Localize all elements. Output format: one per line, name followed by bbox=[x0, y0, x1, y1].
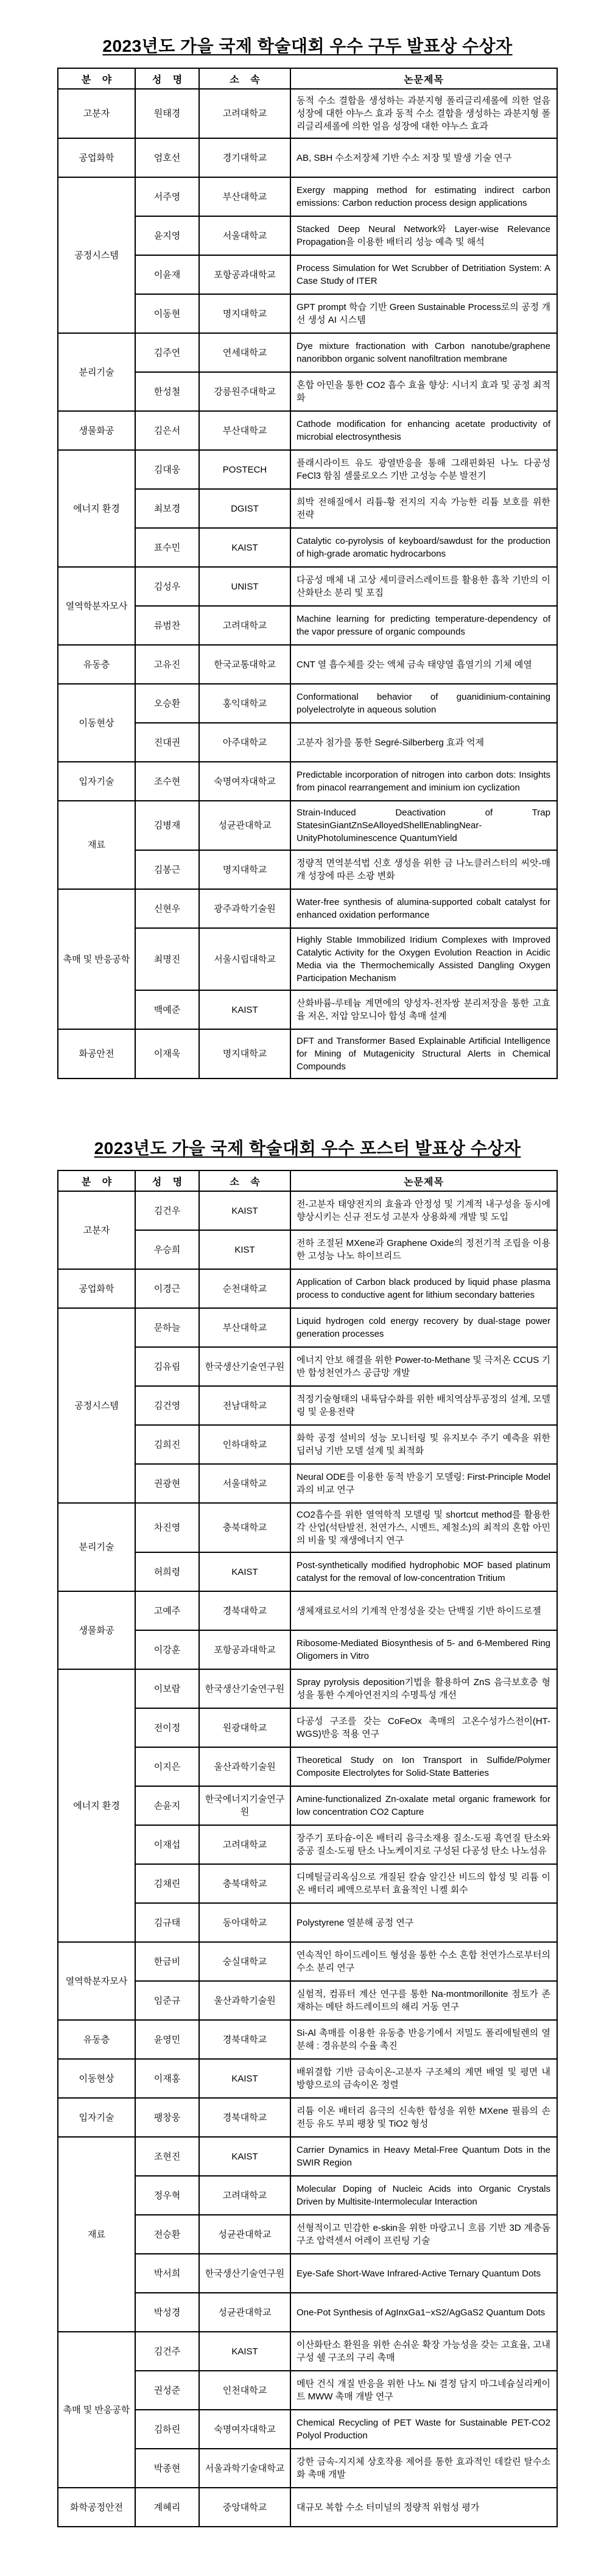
affiliation-cell: 고려대학교 bbox=[199, 89, 290, 138]
table-row bbox=[58, 2488, 557, 2527]
paper-title-cell: 플래시라이트 유도 광열반응을 통해 그래핀화된 나노 다공성 FeCl3 함침 셀룰로오스 기반 고성능 수분 발전기 bbox=[290, 450, 557, 489]
paper-title-cell: Eye-Safe Short-Wave Infrared-Active Ternary Quantum Dots bbox=[290, 2254, 557, 2293]
poster-awards-table-body bbox=[58, 1191, 557, 2527]
affiliation-cell: 한국생산기술연구원 bbox=[199, 2254, 290, 2293]
paper-title-cell: 연속적인 하이드레이트 형성을 통한 수소 혼합 천연가스로부터의 수소 분리 연구 bbox=[290, 1942, 557, 1981]
name-cell: 김희진 bbox=[135, 1425, 199, 1464]
name-cell: 허희령 bbox=[135, 1552, 199, 1591]
name-cell: 최보경 bbox=[135, 489, 199, 528]
paper-title-cell: 전하 조절된 MXene과 Graphene Oxide의 정전기적 조립을 이용한 고성능 나노 하이브리드 bbox=[290, 1230, 557, 1269]
field-cell: 화공안전 bbox=[58, 1029, 135, 1079]
paper-title-cell: 대규모 복합 수소 터미널의 정량적 위험성 평가 bbox=[290, 2488, 557, 2527]
field-cell: 분리기술 bbox=[58, 1503, 135, 1591]
affiliation-cell: POSTECH bbox=[199, 450, 290, 489]
affiliation-cell: KAIST bbox=[199, 2332, 290, 2371]
name-cell: 차진영 bbox=[135, 1503, 199, 1552]
field-cell: 생물화공 bbox=[58, 1591, 135, 1669]
table-row bbox=[58, 1942, 557, 1981]
paper-title-cell: Cathode modification for enhancing acetate productivity of microbial electrosynthesis bbox=[290, 411, 557, 450]
paper-title-cell: 리튬 이온 배터리 음극의 신속한 합성을 위한 MXene 필름의 손전등 유도 부피 팽창 및 TiO2 형성 bbox=[290, 2098, 557, 2137]
affiliation-cell: 충북대학교 bbox=[199, 1503, 290, 1552]
name-cell: 백예준 bbox=[135, 990, 199, 1029]
paper-title-cell: Liquid hydrogen cold energy recovery by dual-stage power generation processes bbox=[290, 1308, 557, 1347]
name-cell: 김건우 bbox=[135, 1191, 199, 1230]
field-cell: 입자기술 bbox=[58, 762, 135, 801]
name-cell: 전승환 bbox=[135, 2215, 199, 2254]
field-cell: 재료 bbox=[58, 801, 135, 889]
name-cell: 김건영 bbox=[135, 1386, 199, 1425]
affiliation-cell: 홍익대학교 bbox=[199, 684, 290, 723]
affiliation-cell: 서울과학기술대학교 bbox=[199, 2449, 290, 2488]
affiliation-cell: KAIST bbox=[199, 528, 290, 567]
name-cell: 이재욱 bbox=[135, 1029, 199, 1079]
affiliation-cell: 서울대학교 bbox=[199, 216, 290, 255]
name-cell: 김주연 bbox=[135, 333, 199, 372]
paper-title-cell: 선형적이고 민감한 e-skin을 위한 마랑고니 흐름 기반 3D 계층돔 구조 압력센서 어레이 프린팅 기술 bbox=[290, 2215, 557, 2254]
oral-awards-table-body bbox=[58, 89, 557, 1079]
field-cell: 촉매 및 반응공학 bbox=[58, 2332, 135, 2488]
field-cell: 에너지 환경 bbox=[58, 1669, 135, 1942]
field-cell: 열역학분자모사 bbox=[58, 1942, 135, 2020]
paper-title-cell: 다공성 구조를 갖는 CoFeOx 촉매의 고온수성가스전이(HT-WGS)반응 적용 연구 bbox=[290, 1708, 557, 1747]
affiliation-cell: 포항공과대학교 bbox=[199, 1630, 290, 1669]
paper-title-cell: Neural ODE를 이용한 동적 반응기 모델링: First-Principle Model과의 비교 연구 bbox=[290, 1464, 557, 1503]
affiliation-cell: KAIST bbox=[199, 2137, 290, 2176]
name-cell: 고예주 bbox=[135, 1591, 199, 1630]
paper-title-cell: Carrier Dynamics in Heavy Metal-Free Quantum Dots in the SWIR Region bbox=[290, 2137, 557, 2176]
table-row bbox=[58, 1269, 557, 1308]
name-cell: 이윤재 bbox=[135, 255, 199, 294]
affiliation-cell: 숙명여자대학교 bbox=[199, 762, 290, 801]
affiliation-cell: 한국생산기술연구원 bbox=[199, 1347, 290, 1386]
table-row bbox=[58, 411, 557, 450]
affiliation-cell: 한국교통대학교 bbox=[199, 645, 290, 684]
col-header-name: 성 명 bbox=[135, 1170, 199, 1191]
name-cell: 박성경 bbox=[135, 2293, 199, 2332]
affiliation-cell: KAIST bbox=[199, 1191, 290, 1230]
affiliation-cell: 성균관대학교 bbox=[199, 2215, 290, 2254]
name-cell: 김건주 bbox=[135, 2332, 199, 2371]
table-row bbox=[58, 138, 557, 177]
affiliation-cell: 중앙대학교 bbox=[199, 2488, 290, 2527]
paper-title-cell: 배위결합 기반 금속이온-고분자 구조체의 계면 배열 및 평면 내 방향으로의 금속이온 정렬 bbox=[290, 2059, 557, 2098]
field-cell: 분리기술 bbox=[58, 333, 135, 411]
name-cell: 정우혁 bbox=[135, 2176, 199, 2215]
name-cell: 원태경 bbox=[135, 89, 199, 138]
affiliation-cell: 경북대학교 bbox=[199, 2098, 290, 2137]
table-row bbox=[58, 1669, 557, 1708]
field-cell: 유동층 bbox=[58, 645, 135, 684]
paper-title-cell: 다공성 매체 내 고상 세미클러스레이트를 활용한 흡착 기반의 이산화탄소 분리 및 포집 bbox=[290, 567, 557, 606]
oral-awards-table bbox=[57, 68, 558, 1079]
table-row bbox=[58, 762, 557, 801]
field-cell: 유동층 bbox=[58, 2020, 135, 2059]
paper-title-cell: 동적 수소 결합을 생성하는 과분지형 폴리글리세롤에 의한 얼음 성장에 대한 야누스 효과 동적 수소 결합을 생성하는 과분지형 폴리글리세롤에 의한 얼음 성장에 대한 야누스 효과 bbox=[290, 89, 557, 138]
field-cell: 생물화공 bbox=[58, 411, 135, 450]
name-cell: 김유림 bbox=[135, 1347, 199, 1386]
paper-title-cell: 실험적, 컴퓨터 계산 연구를 통한 Na-montmorillonite 점토가 존재하는 메탄 하드레이트의 해리 거동 연구 bbox=[290, 1981, 557, 2020]
affiliation-cell: KAIST bbox=[199, 1552, 290, 1591]
paper-title-cell: 고분자 첨가를 통한 Segré-Silberberg 효과 억제 bbox=[290, 723, 557, 762]
table-row bbox=[58, 1029, 557, 1079]
col-header-paper-title: 논문제목 bbox=[290, 68, 557, 89]
name-cell: 표수민 bbox=[135, 528, 199, 567]
field-cell: 화학공정안전 bbox=[58, 2488, 135, 2527]
affiliation-cell: 포항공과대학교 bbox=[199, 255, 290, 294]
paper-title-cell: Strain-Induced Deactivation of Trap StatesinGiantZnSeAlloyedShellEnablingNear-UnityPhotoluminescence QuantumYield bbox=[290, 801, 557, 850]
paper-title-cell: GPT prompt 학습 기반 Green Sustainable Process로의 공정 개선 생성 AI 시스템 bbox=[290, 294, 557, 333]
paper-title-cell: Conformational behavior of guanidinium-containing polyelectrolyte in aqueous solution bbox=[290, 684, 557, 723]
paper-title-cell: Polystyrene 열분해 공정 연구 bbox=[290, 1903, 557, 1942]
name-cell: 오승환 bbox=[135, 684, 199, 723]
poster-awards-section bbox=[57, 1135, 558, 2527]
affiliation-cell: 경기대학교 bbox=[199, 138, 290, 177]
table-row bbox=[58, 1308, 557, 1347]
col-header-affiliation: 소 속 bbox=[199, 68, 290, 89]
paper-title-cell: Amine-functionalized Zn-oxalate metal organic framework for low concentration CO2 Capture bbox=[290, 1786, 557, 1825]
paper-title-cell: 디메틸글리옥심으로 개질된 칼슘 알긴산 비드의 합성 및 리튬 이온 배터리 폐액으로부터 효율적인 니켈 회수 bbox=[290, 1864, 557, 1903]
name-cell: 박종현 bbox=[135, 2449, 199, 2488]
affiliation-cell: KAIST bbox=[199, 990, 290, 1029]
table-row bbox=[58, 684, 557, 723]
name-cell: 권광현 bbox=[135, 1464, 199, 1503]
affiliation-cell: 고려대학교 bbox=[199, 606, 290, 645]
name-cell: 이강훈 bbox=[135, 1630, 199, 1669]
table-row bbox=[58, 2137, 557, 2176]
paper-title-cell: DFT and Transformer Based Explainable Artificial Intelligence for Mining of Mutagenicity Structural Alerts in Chemical Compounds bbox=[290, 1029, 557, 1079]
name-cell: 김성우 bbox=[135, 567, 199, 606]
name-cell: 엄호선 bbox=[135, 138, 199, 177]
name-cell: 김병재 bbox=[135, 801, 199, 850]
name-cell: 한성철 bbox=[135, 372, 199, 411]
header-row bbox=[58, 68, 557, 89]
name-cell: 이경근 bbox=[135, 1269, 199, 1308]
name-cell: 이재섭 bbox=[135, 1825, 199, 1864]
paper-title-cell: Process Simulation for Wet Scrubber of Detritiation System: A Case Study of ITER bbox=[290, 255, 557, 294]
table-row bbox=[58, 89, 557, 138]
affiliation-cell: 숭실대학교 bbox=[199, 1942, 290, 1981]
paper-title-cell: 화학 공정 설비의 성능 모니터링 및 유지보수 주기 예측을 위한 딥러닝 기반 모델 설계 및 최적화 bbox=[290, 1425, 557, 1464]
affiliation-cell: 고려대학교 bbox=[199, 2176, 290, 2215]
affiliation-cell: 서울대학교 bbox=[199, 1464, 290, 1503]
paper-title-cell: AB, SBH 수소저장체 기반 수소 저장 및 발생 기술 연구 bbox=[290, 138, 557, 177]
affiliation-cell: 광주과학기술원 bbox=[199, 889, 290, 928]
paper-title-cell: Ribosome-Mediated Biosynthesis of 5- and 6-Membered Ring Oligomers in Vitro bbox=[290, 1630, 557, 1669]
name-cell: 전이정 bbox=[135, 1708, 199, 1747]
affiliation-cell: KIST bbox=[199, 1230, 290, 1269]
paper-title-cell: 이산화탄소 환원을 위한 손쉬운 확장 가능성을 갖는 고효율, 고내구성 쉘 구조의 구리 촉매 bbox=[290, 2332, 557, 2371]
col-header-name: 성 명 bbox=[135, 68, 199, 89]
paper-title-cell: Post-synthetically modified hydrophobic MOF based platinum catalyst for the removal of low-concentration Tritium bbox=[290, 1552, 557, 1591]
name-cell: 우승희 bbox=[135, 1230, 199, 1269]
name-cell: 이지은 bbox=[135, 1747, 199, 1786]
table-row bbox=[58, 177, 557, 216]
name-cell: 권성준 bbox=[135, 2371, 199, 2410]
table-row bbox=[58, 2059, 557, 2098]
name-cell: 서주영 bbox=[135, 177, 199, 216]
affiliation-cell: DGIST bbox=[199, 489, 290, 528]
name-cell: 김대웅 bbox=[135, 450, 199, 489]
paper-title-cell: Machine learning for predicting temperature-dependency of the vapor pressure of organic compounds bbox=[290, 606, 557, 645]
name-cell: 임준규 bbox=[135, 1981, 199, 2020]
field-cell: 고분자 bbox=[58, 89, 135, 138]
table-row bbox=[58, 450, 557, 489]
paper-title-cell: One-Pot Synthesis of AgInxGa1−xS2/AgGaS2 Quantum Dots bbox=[290, 2293, 557, 2332]
paper-title-cell: Dye mixture fractionation with Carbon nanotube/graphene nanoribbon organic solvent nanofiltration membrane bbox=[290, 333, 557, 372]
name-cell: 김채린 bbox=[135, 1864, 199, 1903]
paper-title-cell: 적정기술형태의 내륙담수화를 위한 배치역삼투공정의 설계, 모델링 및 운용전략 bbox=[290, 1386, 557, 1425]
name-cell: 최명진 bbox=[135, 928, 199, 990]
affiliation-cell: 원광대학교 bbox=[199, 1708, 290, 1747]
paper-title-cell: Predictable incorporation of nitrogen into carbon dots: Insights from pinacol rearrangement and iminium ion cyclization bbox=[290, 762, 557, 801]
affiliation-cell: 숙명여자대학교 bbox=[199, 2410, 290, 2449]
name-cell: 김하린 bbox=[135, 2410, 199, 2449]
affiliation-cell: 강릉원주대학교 bbox=[199, 372, 290, 411]
table-row bbox=[58, 889, 557, 928]
paper-title-cell: Exergy mapping method for estimating indirect carbon emissions: Carbon reduction process design applications bbox=[290, 177, 557, 216]
table-row bbox=[58, 1191, 557, 1230]
paper-title-cell: Stacked Deep Neural Network와 Layer-wise Relevance Propagation을 이용한 배터리 성능 예측 및 해석 bbox=[290, 216, 557, 255]
col-header-affiliation: 소 속 bbox=[199, 1170, 290, 1191]
field-cell: 촉매 및 반응공학 bbox=[58, 889, 135, 1029]
table-row bbox=[58, 567, 557, 606]
affiliation-cell: 서울시립대학교 bbox=[199, 928, 290, 990]
name-cell: 조수현 bbox=[135, 762, 199, 801]
name-cell: 김규태 bbox=[135, 1903, 199, 1942]
field-cell: 입자기술 bbox=[58, 2098, 135, 2137]
paper-title-cell: 장주기 포타슘-이온 배터리 음극소재용 질소-도핑 흑연질 탄소와 중공 질소-도핑 탄소 나노케이지로 구성된 다공성 탄소 나노섬유 bbox=[290, 1825, 557, 1864]
col-header-field: 분 야 bbox=[58, 1170, 135, 1191]
paper-title-cell: 혼합 아민을 통한 CO2 흡수 효율 향상: 시너지 효과 및 공정 최적화 bbox=[290, 372, 557, 411]
affiliation-cell: 인하대학교 bbox=[199, 1425, 290, 1464]
paper-title-cell: CO2흡수를 위한 열역학적 모델링 및 shortcut method를 활용한 각 산업(석탄발전, 천연가스, 시멘트, 제철소)의 최적의 혼합 아민의 비율 및 재생에너지 연구 bbox=[290, 1503, 557, 1552]
paper-title-cell: Application of Carbon black produced by liquid phase plasma process to conductive agent for lithium secondary batteries bbox=[290, 1269, 557, 1308]
affiliation-cell: 경북대학교 bbox=[199, 2020, 290, 2059]
affiliation-cell: 연세대학교 bbox=[199, 333, 290, 372]
table-row bbox=[58, 2020, 557, 2059]
table-row bbox=[58, 333, 557, 372]
paper-title-cell: 정량적 면역분석법 신호 생성을 위한 금 나노클러스터의 씨앗-매개 성장에 따른 소광 변화 bbox=[290, 850, 557, 889]
field-cell: 공업화학 bbox=[58, 138, 135, 177]
field-cell: 이동현상 bbox=[58, 2059, 135, 2098]
affiliation-cell: 순천대학교 bbox=[199, 1269, 290, 1308]
paper-title-cell: Si-Al 촉매를 이용한 유동층 반응기에서 저밀도 폴리에틸렌의 열분해 : 경유분의 수율 촉진 bbox=[290, 2020, 557, 2059]
field-cell: 재료 bbox=[58, 2137, 135, 2332]
col-header-paper-title: 논문제목 bbox=[290, 1170, 557, 1191]
name-cell: 류범찬 bbox=[135, 606, 199, 645]
name-cell: 계혜리 bbox=[135, 2488, 199, 2527]
name-cell: 김은서 bbox=[135, 411, 199, 450]
affiliation-cell: 한국에너지기술연구원 bbox=[199, 1786, 290, 1825]
oral-awards-table-header bbox=[58, 68, 557, 89]
name-cell: 한금비 bbox=[135, 1942, 199, 1981]
poster-awards-title: 2023년도 가을 국제 학술대회 우수 포스터 발표상 수상자 bbox=[94, 1139, 521, 1158]
affiliation-cell: KAIST bbox=[199, 2059, 290, 2098]
name-cell: 이보람 bbox=[135, 1669, 199, 1708]
name-cell: 신현우 bbox=[135, 889, 199, 928]
affiliation-cell: 인천대학교 bbox=[199, 2371, 290, 2410]
poster-awards-table-header bbox=[58, 1170, 557, 1191]
paper-title-cell: 강한 금속-지지체 상호작용 제어를 통한 효과적인 데칼린 탈수소화 촉매 개발 bbox=[290, 2449, 557, 2488]
paper-title-cell: Water-free synthesis of alumina-supported cobalt catalyst for enhanced oxidation performance bbox=[290, 889, 557, 928]
table-row bbox=[58, 1591, 557, 1630]
affiliation-cell: 부산대학교 bbox=[199, 411, 290, 450]
field-cell: 고분자 bbox=[58, 1191, 135, 1269]
affiliation-cell: 성균관대학교 bbox=[199, 2293, 290, 2332]
paper-title-cell: 전-고분자 태양전지의 효율과 안정성 및 기계적 내구성을 동시에 향상시키는 신규 전도성 고분자 상용화제 개발 및 도입 bbox=[290, 1191, 557, 1230]
name-cell: 이동현 bbox=[135, 294, 199, 333]
poster-awards-table bbox=[57, 1170, 558, 2527]
field-cell: 에너지 환경 bbox=[58, 450, 135, 567]
affiliation-cell: 성균관대학교 bbox=[199, 801, 290, 850]
table-row bbox=[58, 2098, 557, 2137]
affiliation-cell: 명지대학교 bbox=[199, 294, 290, 333]
paper-title-cell: 산화바륨-루테늄 계면에의 양성자-전자쌍 분리저장을 통한 고효율 저온, 저압 암모니아 합성 촉매 설계 bbox=[290, 990, 557, 1029]
field-cell: 공업화학 bbox=[58, 1269, 135, 1308]
paper-title-cell: 희박 전해질에서 리튬-황 전지의 지속 가능한 리튬 보호를 위한 전략 bbox=[290, 489, 557, 528]
paper-title-cell: Catalytic co-pyrolysis of keyboard/sawdust for the production of high-grade aromatic hydrocarbons bbox=[290, 528, 557, 567]
paper-title-cell: Molecular Doping of Nucleic Acids into Organic Crystals Driven by Multisite-Intermolecular Interaction bbox=[290, 2176, 557, 2215]
affiliation-cell: 전남대학교 bbox=[199, 1386, 290, 1425]
name-cell: 윤영민 bbox=[135, 2020, 199, 2059]
name-cell: 진대권 bbox=[135, 723, 199, 762]
affiliation-cell: 명지대학교 bbox=[199, 850, 290, 889]
affiliation-cell: 아주대학교 bbox=[199, 723, 290, 762]
col-header-field: 분 야 bbox=[58, 68, 135, 89]
affiliation-cell: 부산대학교 bbox=[199, 177, 290, 216]
paper-title-cell: Highly Stable Immobilized Iridium Complexes with Improved Catalytic Activity for the Oxygen Evolution Reaction in Acidic Media via the Thermochemically Assisted Dangling Oxygen Participation Mechanism bbox=[290, 928, 557, 990]
paper-title-cell: Theoretical Study on Ion Transport in Sulfide/Polymer Composite Electrolytes for Solid-State Batteries bbox=[290, 1747, 557, 1786]
table-row bbox=[58, 1503, 557, 1552]
field-cell: 이동현상 bbox=[58, 684, 135, 762]
name-cell: 박서희 bbox=[135, 2254, 199, 2293]
paper-title-cell: CNT 열 흡수체를 갖는 액체 금속 태양열 흡열기의 기체 예열 bbox=[290, 645, 557, 684]
oral-awards-section bbox=[57, 33, 558, 1079]
paper-title-cell: 에너지 안보 해결을 위한 Power-to-Methane 및 극저온 CCUS 기반 합성천연가스 공급망 개발 bbox=[290, 1347, 557, 1386]
affiliation-cell: 한국생산기술연구원 bbox=[199, 1669, 290, 1708]
name-cell: 팽창웅 bbox=[135, 2098, 199, 2137]
affiliation-cell: 동아대학교 bbox=[199, 1903, 290, 1942]
affiliation-cell: 명지대학교 bbox=[199, 1029, 290, 1079]
paper-title-cell: Spray pyrolysis deposition기법을 활용하여 ZnS 음극보호층 형성을 통한 수계아연전지의 수명특성 개선 bbox=[290, 1669, 557, 1708]
field-cell: 열역학분자모사 bbox=[58, 567, 135, 645]
paper-title-cell: Chemical Recycling of PET Waste for Sustainable PET-CO2 Polyol Production bbox=[290, 2410, 557, 2449]
name-cell: 김봉근 bbox=[135, 850, 199, 889]
affiliation-cell: 충북대학교 bbox=[199, 1864, 290, 1903]
affiliation-cell: 울산과학기술원 bbox=[199, 1981, 290, 2020]
header-row bbox=[58, 1170, 557, 1191]
paper-title-cell: 메탄 건식 개질 반응을 위한 나노 Ni 결정 담지 마그네슘실리케이트 MWW 촉매 개발 연구 bbox=[290, 2371, 557, 2410]
affiliation-cell: 부산대학교 bbox=[199, 1308, 290, 1347]
name-cell: 윤지영 bbox=[135, 216, 199, 255]
affiliation-cell: 경북대학교 bbox=[199, 1591, 290, 1630]
field-cell: 공정시스템 bbox=[58, 177, 135, 333]
affiliation-cell: 고려대학교 bbox=[199, 1825, 290, 1864]
paper-title-cell: 생체재료로서의 기계적 안정성을 갖는 단백질 기반 하이드로젤 bbox=[290, 1591, 557, 1630]
name-cell: 이재홍 bbox=[135, 2059, 199, 2098]
field-cell: 공정시스템 bbox=[58, 1308, 135, 1503]
table-row bbox=[58, 2332, 557, 2371]
name-cell: 조현진 bbox=[135, 2137, 199, 2176]
name-cell: 문하늘 bbox=[135, 1308, 199, 1347]
page bbox=[57, 0, 558, 2576]
affiliation-cell: 울산과학기술원 bbox=[199, 1747, 290, 1786]
name-cell: 손윤지 bbox=[135, 1786, 199, 1825]
table-row bbox=[58, 645, 557, 684]
oral-awards-title: 2023년도 가을 국제 학술대회 우수 구두 발표상 수상자 bbox=[102, 37, 513, 55]
name-cell: 고유진 bbox=[135, 645, 199, 684]
table-row bbox=[58, 801, 557, 850]
affiliation-cell: UNIST bbox=[199, 567, 290, 606]
